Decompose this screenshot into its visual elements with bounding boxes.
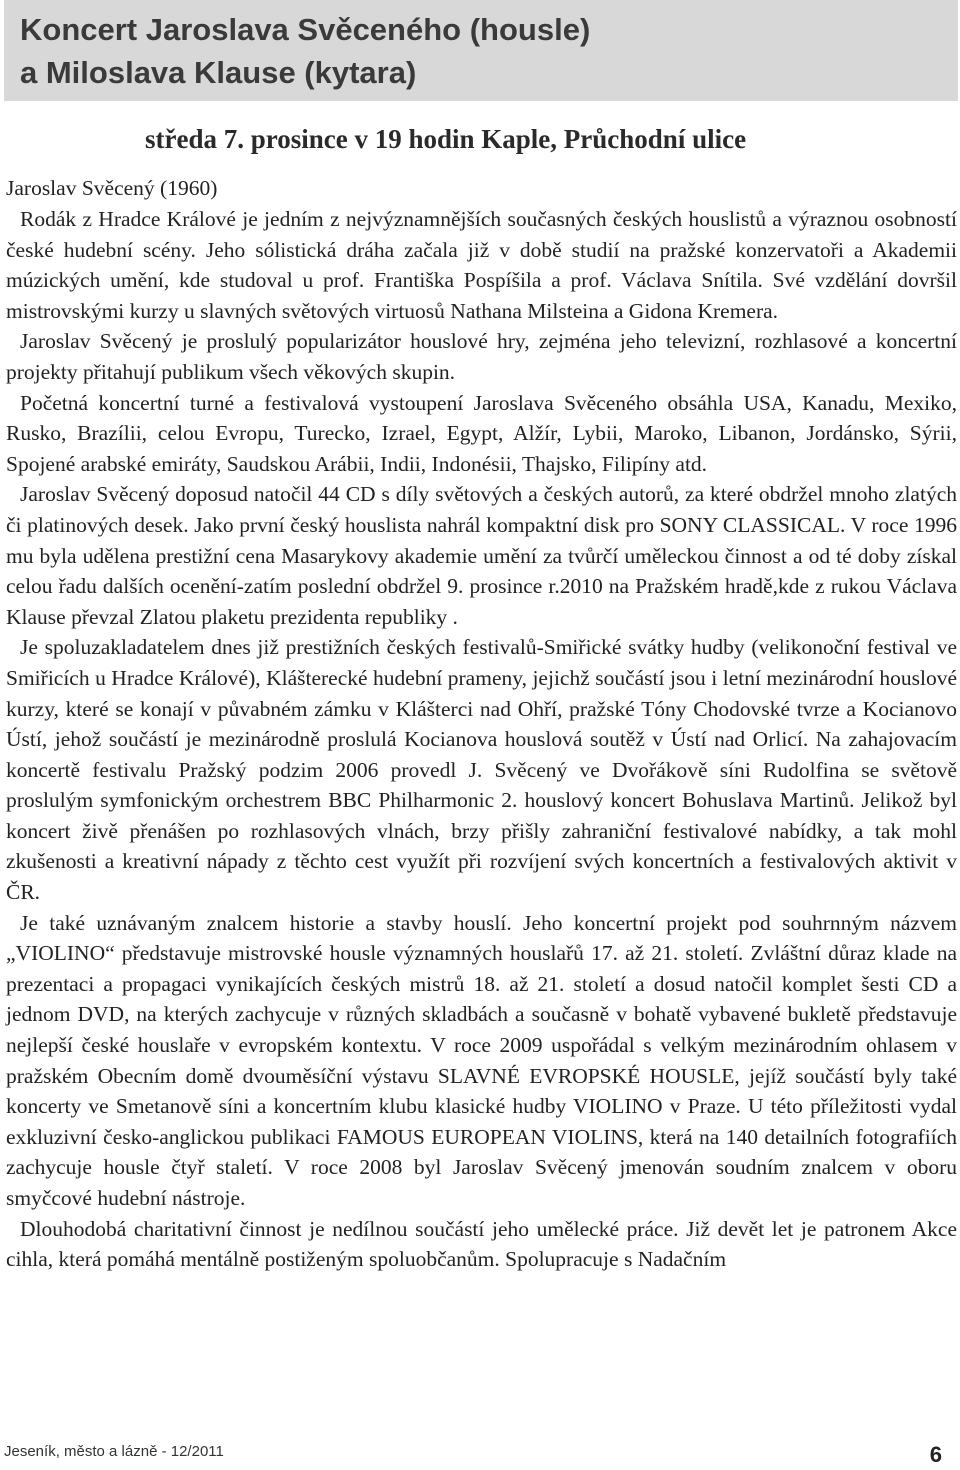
paragraph-6: Je také uznávaným znalcem historie a stavby houslí. Jeho koncertní projekt pod souhrnným názvem „VIOLINO“ představuje mistrovské housle významných houslařů 17. až 21. století. Zvláštní důraz klade na prezentaci a propagaci vynikajících českých mistrů 18. až 21. století a dosud natočil komplet šesti CD a jednom DVD, na kterých zachycuje v různých skladbách a současně v bohatě vybavené bukletě představuje nejlepší české houslaře v evropském kontextu. V roce 2009 uspořádal s velkým mezinárodním ohlasem v pražském Obecním domě dvouměsíční výstavu SLAVNÉ EVROPSKÉ HOUSLE, jejíž součástí byly také koncerty ve Smetanově síni a koncertním klubu klasické hudby VIOLINO v Praze. U této příležitosti vydal exkluzivní česko-anglickou publikaci FAMOUS EUROPEAN VIOLINS, která na 140 detailních fotografiích zachycuje housle čtyř staletí. V roce 2008 byl Jaroslav Svěcený jmenován soudním znalcem v oboru smyčcové hudební nástroje. (6, 910, 957, 1210)
title-band (4, 0, 958, 101)
title-line-1: Koncert Jaroslava Svěceného (housle) (20, 12, 591, 47)
paragraph-1: Rodák z Hradce Králové je jedním z nejvýznamnějších současných českých houslistů a výraznou osobností české hudební scény. Jeho sólistická dráha začala již v době studií na pražské konzervatoři a Akademii múzických umění, kde studoval u prof. Františka Pospíšila a prof. Václava Snítila. Své vzdělání dovršil mistrovskými kurzy u slavných světových virtuosů Nathana Milsteina a Gidona Kremera. (6, 207, 957, 323)
section-heading: Jaroslav Svěcený (1960) (6, 176, 218, 200)
page-number: 6 (929, 1442, 942, 1467)
event-info: středa 7. prosince v 19 hodin Kaple, Průchodní ulice (145, 124, 747, 154)
paragraph-5: Je spoluzakladatelem dnes již prestižních českých festivalů-Smiřické svátky hudby (velikonoční festival ve Smiřicích u Hradce Králové), Klášterecké hudební prameny, jejichž součástí jsou i letní mezinárodní houslové kurzy, které se konají v půvabném zámku v Klášterci nad Ohří, pražské Tóny Chodovské tvrze a Kocianovo Ústí, jehož součástí je mezinárodně proslulá Kocianova houslová soutěž v Ústí nad Orlicí. Na zahajovacím koncertě festivalu Pražský podzim 2006 provedl J. Svěcený ve Dvořákově síni Rudolfina se světově proslulým symfonickým orchestrem BBC Philharmonic 2. houslový koncert Bohuslava Martinů. Jelikož byl koncert živě přenášen po rozhlasových vlnách, brzy přišly zahraniční festivalové nabídky, a tak mohl zkušenosti a kreativní nápady z těchto cest využít při rozvíjení svých koncertních a festivalových aktivit v ČR. (6, 635, 957, 905)
article-body (6, 173, 957, 1275)
paragraph-3: Početná koncertní turné a festivalová vystoupení Jaroslava Svěceného obsáhla USA, Kanadu, Mexiko, Rusko, Brazílii, celou Evropu, Turecko, Izrael, Egypt, Alžír, Lybii, Maroko, Libanon, Jordánsko, Sýrii, Spojené arabské emiráty, Saudskou Arábii, Indii, Indonésii, Thajsko, Filipíny atd. (6, 390, 957, 476)
title-line-2: a Miloslava Klause (kytara) (20, 55, 417, 90)
paragraph-4: Jaroslav Svěcený doposud natočil 44 CD s díly světových a českých autorů, za které obdržel mnoho zlatých či platinových desek. Jako první český houslista nahrál kompaktní disk pro SONY CLASSICAL. V roce 1996 mu byla udělena prestižní cena Masarykovy akademie umění za tvůrčí uměleckou činnost a od té doby získal celou řadu dalších ocenění-zatím poslední obdržel 9. prosince r.2010 na Pražském hradě,kde z rukou Václava Klause převzal Zlatou plaketu prezidenta republiky . (6, 482, 957, 629)
paragraph-2: Jaroslav Svěcený je proslulý popularizátor houslové hry, zejména jeho televizní, rozhlasové a koncertní projekty přitahují publikum všech věkových skupin. (6, 329, 957, 384)
page-title (4, 0, 958, 94)
paragraph-7: Dlouhodobá charitativní činnost je nedílnou součástí jeho umělecké práce. Již devět let je patronem Akce cihla, která pomáhá mentálně postiženým spoluobčanům. Spolupracuje s Nadačním (6, 1216, 957, 1272)
footer-publication: Jeseník, město a lázně - 12/2011 (4, 1443, 224, 1460)
